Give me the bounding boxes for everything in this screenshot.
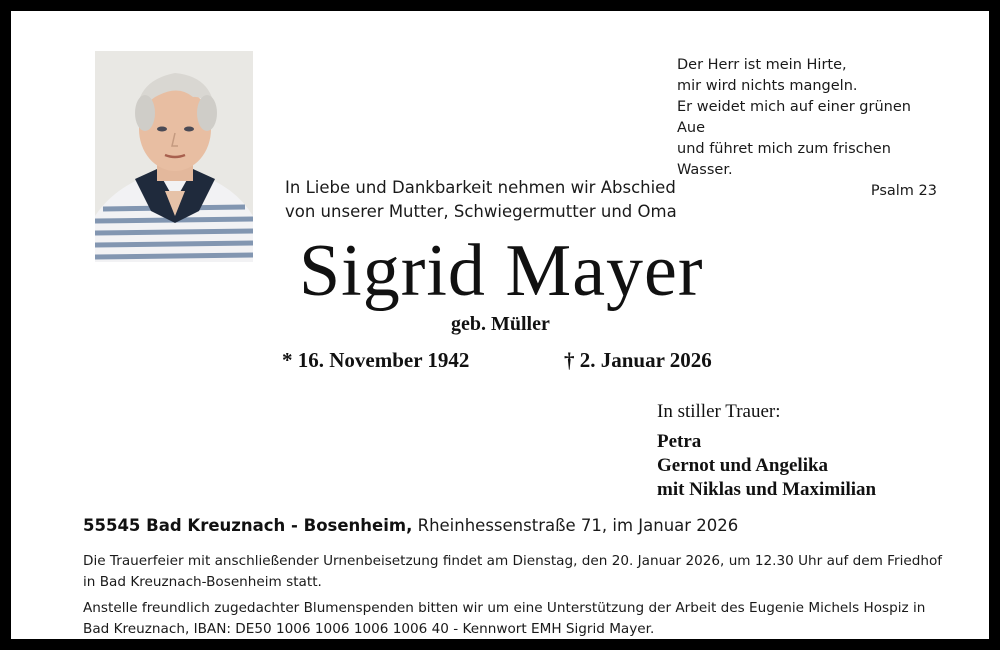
- birth-date: * 16. November 1942: [282, 348, 470, 372]
- deceased-name: Sigrid Mayer: [299, 230, 704, 312]
- portrait-photo: [95, 51, 253, 262]
- psalm-line: Der Herr ist mein Hirte,: [677, 57, 847, 73]
- psalm-line: Er weidet mich auf einer grünen Aue: [677, 99, 911, 136]
- maiden-name: geb. Müller: [451, 313, 550, 335]
- place-line: [83, 516, 738, 535]
- psalm-reference: Psalm 23: [870, 183, 937, 199]
- mourner-name: Gernot und Angelika: [657, 455, 829, 476]
- mourners-heading: In stiller Trauer:: [657, 401, 781, 422]
- death-date: † 2. Januar 2026: [564, 348, 712, 372]
- place-town: 55545 Bad Kreuznach - Bosenheim,: [83, 516, 413, 535]
- mourner-name: Petra: [657, 431, 702, 452]
- intro-line-2: von unserer Mutter, Schwiegermutter und Oma: [285, 202, 677, 221]
- mourner-name: mit Niklas und Maximilian: [657, 479, 877, 500]
- place-address-date: Rheinhessenstraße 71, im Januar 2026: [417, 516, 739, 535]
- info-text: [83, 551, 943, 645]
- intro-line-1: In Liebe und Dankbarkeit nehmen wir Abschied: [285, 178, 676, 197]
- portrait-illustration: [95, 51, 253, 262]
- ceremony-info: Die Trauerfeier mit anschließender Urnenbeisetzung findet am Dienstag, den 20. Januar 2026, um 12.30 Uhr auf dem Friedhof in Bad Kreuznach-Bosenheim statt.: [83, 553, 943, 590]
- intro-text: [285, 176, 677, 224]
- psalm-line: und führet mich zum frischen Wasser.: [677, 141, 891, 178]
- psalm-line: mir wird nichts mangeln.: [677, 78, 858, 94]
- donation-info: Anstelle freundlich zugedachter Blumenspenden bitten wir um eine Unterstützung der Arbeit des Eugenie Michels Hospiz in Bad Kreuznach, IBAN: DE50 1006 1006 1006 1006 40 - Kennwort EMH Sigrid Mayer.: [83, 600, 926, 637]
- mourners-list: [657, 430, 876, 502]
